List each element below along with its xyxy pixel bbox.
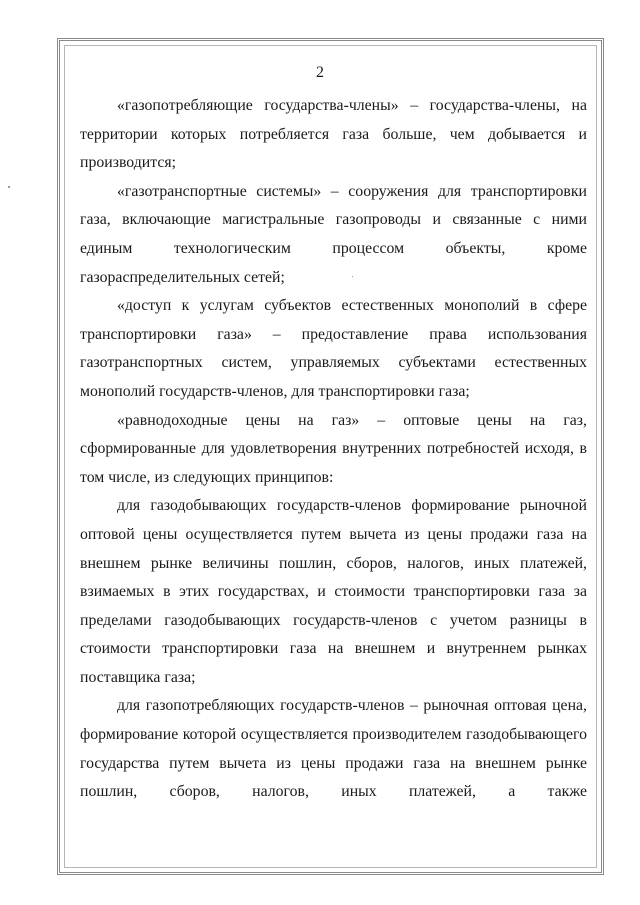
scan-speck xyxy=(8,186,10,188)
definition-access-to-monopoly-services: «доступ к услугам субъектов естественных монополий в сфере транспортировки газа» – предоставление права использования газотранспортных систем, управляемых субъектами естественных монополий государств-членов, для транспортировки газа; xyxy=(80,297,587,400)
document-body xyxy=(80,92,587,807)
definition-gas-consuming-states: «газопотребляющие государства-члены» – государства-члены, на территории которых потребляется газа больше, чем добывается и производится; xyxy=(80,97,587,172)
page-number: 2 xyxy=(316,64,324,81)
scan-speck xyxy=(352,276,353,277)
definition-gas-transport-systems: «газотранспортные системы» – сооружения для транспортировки газа, включающие магистральные газопроводы и связанные с ними единым технологическим процессом объекты, кроме газораспределительных сетей; xyxy=(80,182,587,286)
principle-gas-producing-states: для газодобывающих государств-членов формирование рыночной оптовой цены осуществляется путем вычета из цены продажи газа на внешнем рынке величины пошлин, сборов, налогов, иных платежей, взимаемых в этих государствах, и стоимости транспортировки газа за пределами газодобывающих государств-членов с учетом разницы в стоимости транспортировки газа на внешнем и внутреннем рынках поставщика газа; xyxy=(80,497,587,686)
principle-gas-consuming-states: для газопотребляющих государств-членов – рыночная оптовая цена, формирование которой осуществляется производителем газодобывающего государства путем вычета из цены продажи газа на внешнем рынке пошлин, сборов, налогов, иных платежей, а также xyxy=(80,697,587,801)
definition-equal-yield-prices: «равнодоходные цены на газ» – оптовые цены на газ, сформированные для удовлетворения внутренних потребностей исходя, в том числе, из следующих принципов: xyxy=(80,411,587,486)
